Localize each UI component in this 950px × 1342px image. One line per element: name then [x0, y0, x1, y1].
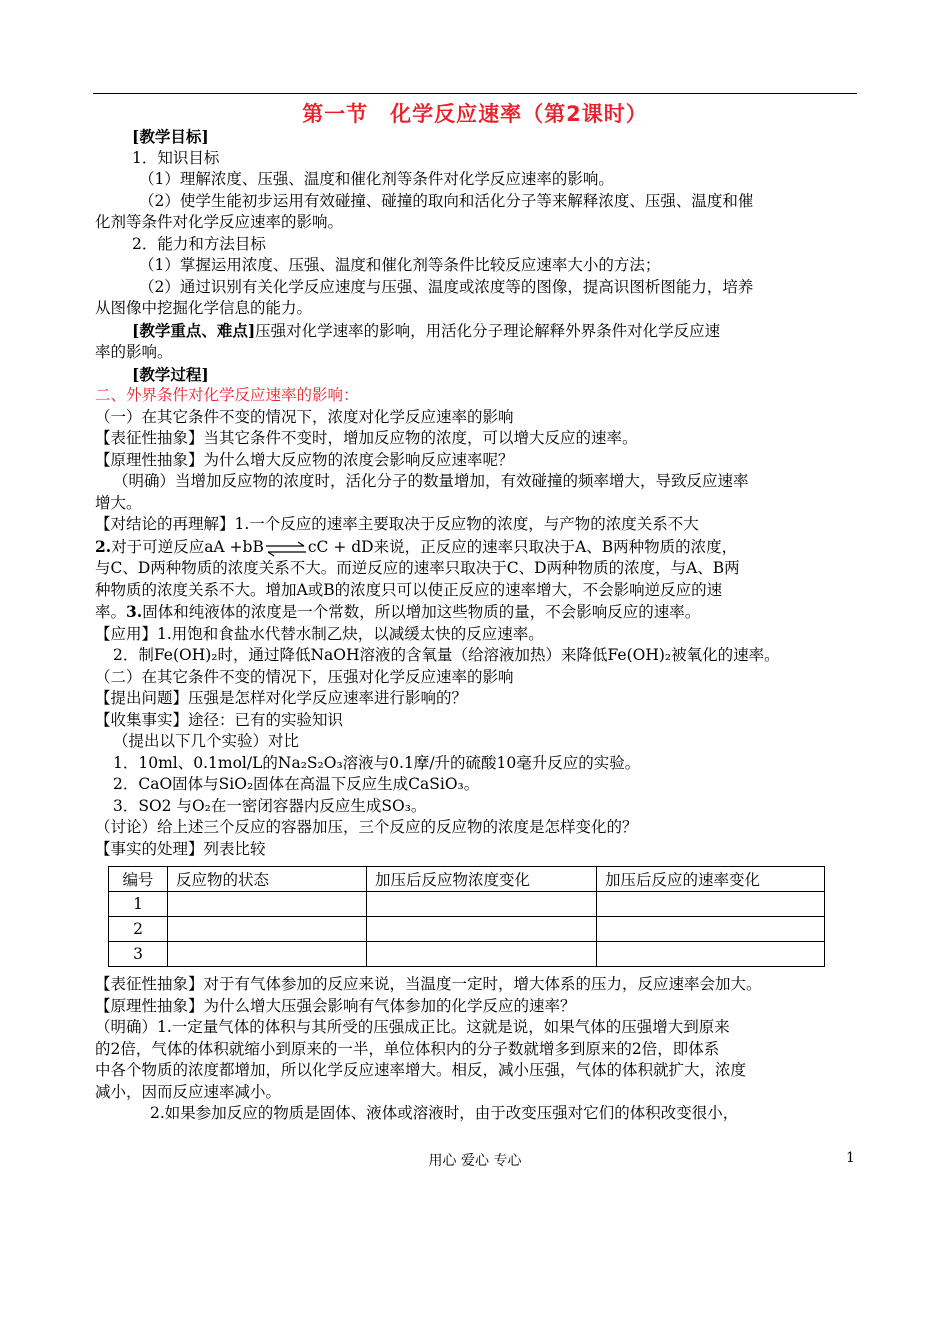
tag: 【表征性抽象】 — [95, 429, 204, 447]
num: 3. — [126, 602, 143, 621]
part1-line-3a: （明确）当增加反应物的浓度时，活化分子的数量增加，有效碰撞的频率增大，导致反应速率 — [113, 472, 749, 490]
table-cell — [367, 917, 597, 942]
text: 1.一个反应的速率主要取决于反应物的浓度，与产物的浓度关系不大 — [234, 515, 699, 533]
after-line-2 — [95, 996, 865, 1018]
table-row — [109, 942, 825, 967]
part2-exp-intro: （提出以下几个实验）对比 — [113, 732, 300, 750]
table-header: 加压后反应物浓度变化 — [367, 867, 597, 892]
part1-heading: （一）在其它条件不变的情况下，浓度对化学反应速率的影响 — [95, 407, 514, 426]
keypoints-label: [教学重点、难点] — [132, 320, 256, 340]
knowledge-goal-2b: 化剂等条件对化学反应速率的影响。 — [95, 213, 344, 231]
table-header: 编号 — [109, 867, 168, 892]
goals-heading: [教学目标] — [132, 127, 209, 146]
part2-facts — [95, 839, 860, 861]
table-cell — [597, 917, 825, 942]
table-cell — [168, 917, 367, 942]
table-row — [109, 892, 825, 917]
part2-question — [95, 688, 860, 710]
part2-heading: （二）在其它条件不变的情况下，压强对化学反应速率的影响 — [95, 667, 514, 686]
knowledge-heading: 1．知识目标 — [132, 148, 220, 167]
ability-goal-2a: （2）通过识别有关化学反应速度与压强、温度或浓度等的图像，提高识图析图能力，培养 — [139, 277, 754, 296]
part1-line-2 — [95, 450, 860, 472]
part1-line-1 — [95, 428, 860, 450]
tag: 【对结论的再理解】 — [95, 515, 235, 533]
section-heading: 二、外界条件对化学反应速率的影响： — [95, 386, 359, 404]
text: 压强是怎样对化学反应速率进行影响的？ — [188, 689, 468, 707]
tag: 【表征性抽象】 — [95, 975, 204, 993]
tag: 【原理性抽象】 — [95, 996, 204, 1015]
after-line-6: 减小，因而反应速率减小。 — [95, 1082, 282, 1101]
part1-line-8 — [95, 601, 860, 624]
part1-line-9 — [95, 624, 860, 646]
reversible-arrow-icon — [264, 541, 308, 555]
part1-line-7: 种物质的浓度关系不大。增加A或B的浓度只可以使正反应的速率增大，不会影响逆反应的速 — [95, 580, 723, 599]
text: 率。 — [95, 603, 127, 621]
text: 为什么增大压强会影响有气体参加的化学反应的速率？ — [203, 996, 576, 1015]
table-cell: 1 — [109, 892, 168, 917]
table-cell — [367, 892, 597, 917]
part2-exp-1: 1．10ml、0.1mol/L的Na₂S₂O₃溶液与0.1摩/升的硫酸10毫升反应的实验。 — [113, 753, 641, 772]
ability-goal-1: （1）掌握运用浓度、压强、温度和催化剂等条件比较反应速率大小的方法； — [139, 256, 661, 274]
table-cell — [168, 892, 367, 917]
text: 对于有气体参加的反应来说，当温度一定时，增大体系的压力，反应速率会加大。 — [203, 975, 762, 993]
part1-line-5 — [95, 536, 860, 559]
part1-line-3b: 增大。 — [95, 493, 142, 512]
text: 固体和纯液体的浓度是一个常数，所以增加这些物质的量，不会影响反应的速率。 — [142, 603, 701, 621]
tag: 【应用】 — [95, 624, 158, 643]
tag: 【收集事实】 — [95, 710, 189, 729]
text: 对于可逆反应aA +bB — [111, 537, 264, 556]
text: 当其它条件不变时，增加反应物的浓度，可以增大反应的速率。 — [203, 429, 638, 447]
table-header-row — [109, 867, 825, 892]
part1-line-10: 2．制Fe(OH)₂时，通过降低NaOH溶液的含氧量（给溶液加热）来降低Fe(OH)₂被氧化的速率。 — [113, 646, 780, 664]
knowledge-goal-1: （1）理解浓度、压强、温度和催化剂等条件对化学反应速率的影响。 — [139, 170, 614, 188]
table-cell — [168, 942, 367, 967]
main-content — [95, 126, 860, 860]
ability-goal-2b: 从图像中挖掘化学信息的能力。 — [95, 299, 313, 317]
comparison-table — [108, 866, 825, 967]
after-line-3: （明确）1.一定量气体的体积与其所受的压强成正比。这就是说，如果气体的压强增大到原来 — [95, 1018, 730, 1036]
part2-exp-2: 2．CaO固体与SiO₂固体在高温下反应生成CaSiO₃。 — [113, 775, 480, 793]
process-heading: [教学过程] — [132, 364, 209, 384]
page-number: 1 — [846, 1150, 855, 1166]
text: 列表比较 — [203, 839, 266, 858]
table-cell — [597, 942, 825, 967]
after-line-4: 的2倍，气体的体积就缩小到原来的一半，单位体积内的分子数就增多到原来的2倍，即体系 — [95, 1039, 720, 1058]
num: 2. — [95, 536, 112, 556]
table-cell — [597, 892, 825, 917]
table-cell — [367, 942, 597, 967]
table-header: 反应物的状态 — [168, 867, 367, 892]
table-cell: 2 — [109, 917, 168, 942]
tag: 【事实的处理】 — [95, 839, 204, 858]
after-line-5: 中各个物质的浓度都增加，所以化学反应速率增大。相反，减小压强，气体的体积就扩大，浓度 — [95, 1061, 747, 1079]
after-line-7: 2.如果参加反应的物质是固体、液体或溶液时，由于改变压强对它们的体积改变很小， — [150, 1104, 739, 1122]
text: 1.用饱和食盐水代替水制乙炔，以减缓太快的反应速率。 — [157, 624, 544, 643]
table-header: 加压后反应的速率变化 — [597, 867, 825, 892]
footer-motto: 用心 爱心 专心 — [428, 1153, 522, 1169]
knowledge-goal-2a: （2）使学生能初步运用有效碰撞、碰撞的取向和活化分子等来解释浓度、压强、温度和催 — [139, 191, 754, 210]
part2-collect — [95, 710, 860, 732]
text: 为什么增大反应物的浓度会影响反应速率呢？ — [203, 450, 514, 469]
part2-discuss: （讨论）给上述三个反应的容器加压，三个反应的反应物的浓度是怎样变化的？ — [95, 818, 638, 836]
keypoints-text: 压强对化学速率的影响，用活化分子理论解释外界条件对化学反应速 — [255, 321, 721, 340]
part1-line-4 — [95, 514, 860, 536]
part2-exp-3: 3．SO2 与O₂在一密闭容器内反应生成SO₃。 — [113, 796, 427, 815]
table-cell: 3 — [109, 942, 168, 967]
after-line-1 — [95, 974, 865, 996]
ability-heading: 2．能力和方法目标 — [132, 234, 266, 253]
after-table-content — [95, 974, 865, 1125]
table-row — [109, 917, 825, 942]
keypoints-line-2: 率的影响。 — [95, 343, 173, 361]
part1-line-6: 与C、D两种物质的浓度关系不大。而逆反应的速率只取决于C、D两种物质的浓度，与A、B两 — [95, 559, 740, 577]
text: cC + dD来说，正反应的速率只取决于A、B两种物质的浓度， — [307, 537, 738, 556]
page-title: 第一节 化学反应速率（第2课时） — [302, 102, 648, 126]
text: 途径：已有的实验知识 — [188, 710, 344, 729]
keypoints-line-1 — [95, 320, 860, 343]
tag: 【原理性抽象】 — [95, 450, 204, 469]
header-rule — [93, 93, 857, 94]
tag: 【提出问题】 — [95, 689, 189, 707]
